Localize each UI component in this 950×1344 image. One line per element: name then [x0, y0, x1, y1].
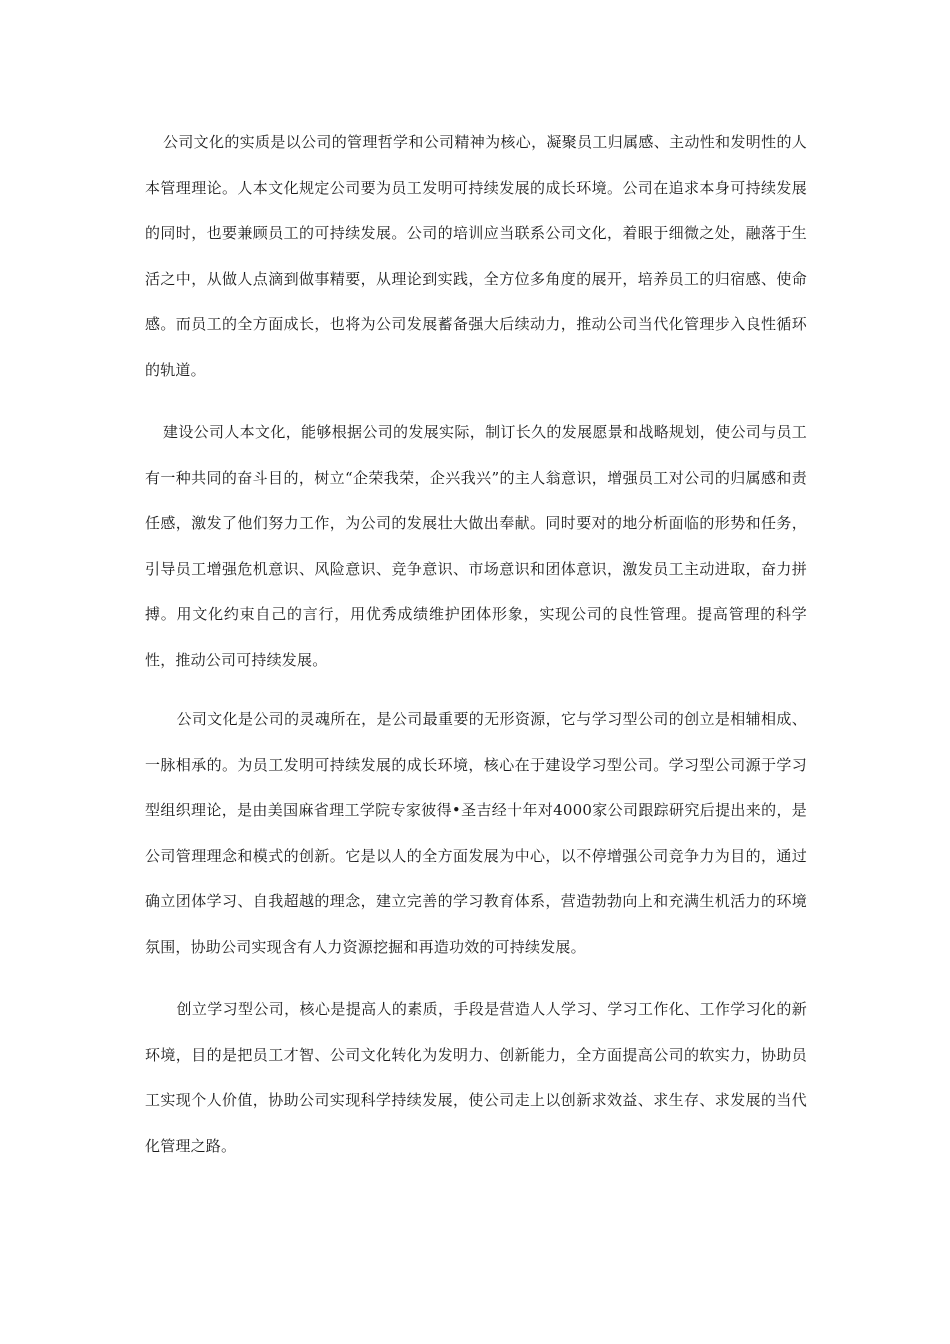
paragraph-4: 创立学习型公司，核心是提高人的素质，手段是营造人人学习、学习工作化、工作学习化的新环境，目的是把员工才智、公司文化转化为发明力、创新能力，全方面提高公司的软实力，协助员工实现个人价值，协助公司实现科学持续发展，使公司走上以创新求效益、求生存、求发展的当代化管理之路。: [145, 1000, 807, 1155]
paragraph-2: 建设公司人本文化，能够根据公司的发展实际，制订长久的发展愿景和战略规划，使公司与员工有一种共同的奋斗目的，树立“企荣我荣，企兴我兴”的主人翁意识，增强员工对公司的归属感和责任感，激发了他们努力工作，为公司的发展壮大做出奉献。同时要对的地分析面临的形势和任务，引导员工增强危机意识、风险意识、竞争意识、市场意识和团体意识，激发员工主动进取，奋力拼搏。用文化约束自己的言行，用优秀成绩维护团体形象，实现公司的良性管理。提高管理的科学性，推动公司可持续发展。: [145, 423, 807, 669]
paragraph-3: 公司文化是公司的灵魂所在，是公司最重要的无形资源，它与学习型公司的创立是相辅相成、一脉相承的。为员工发明可持续发展的成长环境，核心在于建设学习型公司。学习型公司源于学习型组织理论，是由美国麻省理工学院专家彼得•圣吉经十年对4000家公司跟踪研究后提出来的，是公司管理理念和模式的创新。它是以人的全方面发展为中心，以不停增强公司竞争力为目的，通过确立团体学习、自我超越的理念，建立完善的学习教育体系，营造勃勃向上和充满生机活力的环境氛围，协助公司实现含有人力资源挖掘和再造功效的可持续发展。: [145, 710, 807, 956]
paragraph-1: 公司文化的实质是以公司的管理哲学和公司精神为核心，凝聚员工归属感、主动性和发明性的人本管理理论。人本文化规定公司要为员工发明可持续发展的成长环境。公司在追求本身可持续发展的同时，也要兼顾员工的可持续发展。公司的培训应当联系公司文化，着眼于细微之处，融落于生活之中，从做人点滴到做事精要，从理论到实践，全方位多角度的展开，培养员工的归宿感、使命感。而员工的全方面成长，也将为公司发展蓄备强大后续动力，推动公司当代化管理步入良性循环的轨道。: [145, 133, 807, 379]
document-body: [145, 120, 807, 1169]
